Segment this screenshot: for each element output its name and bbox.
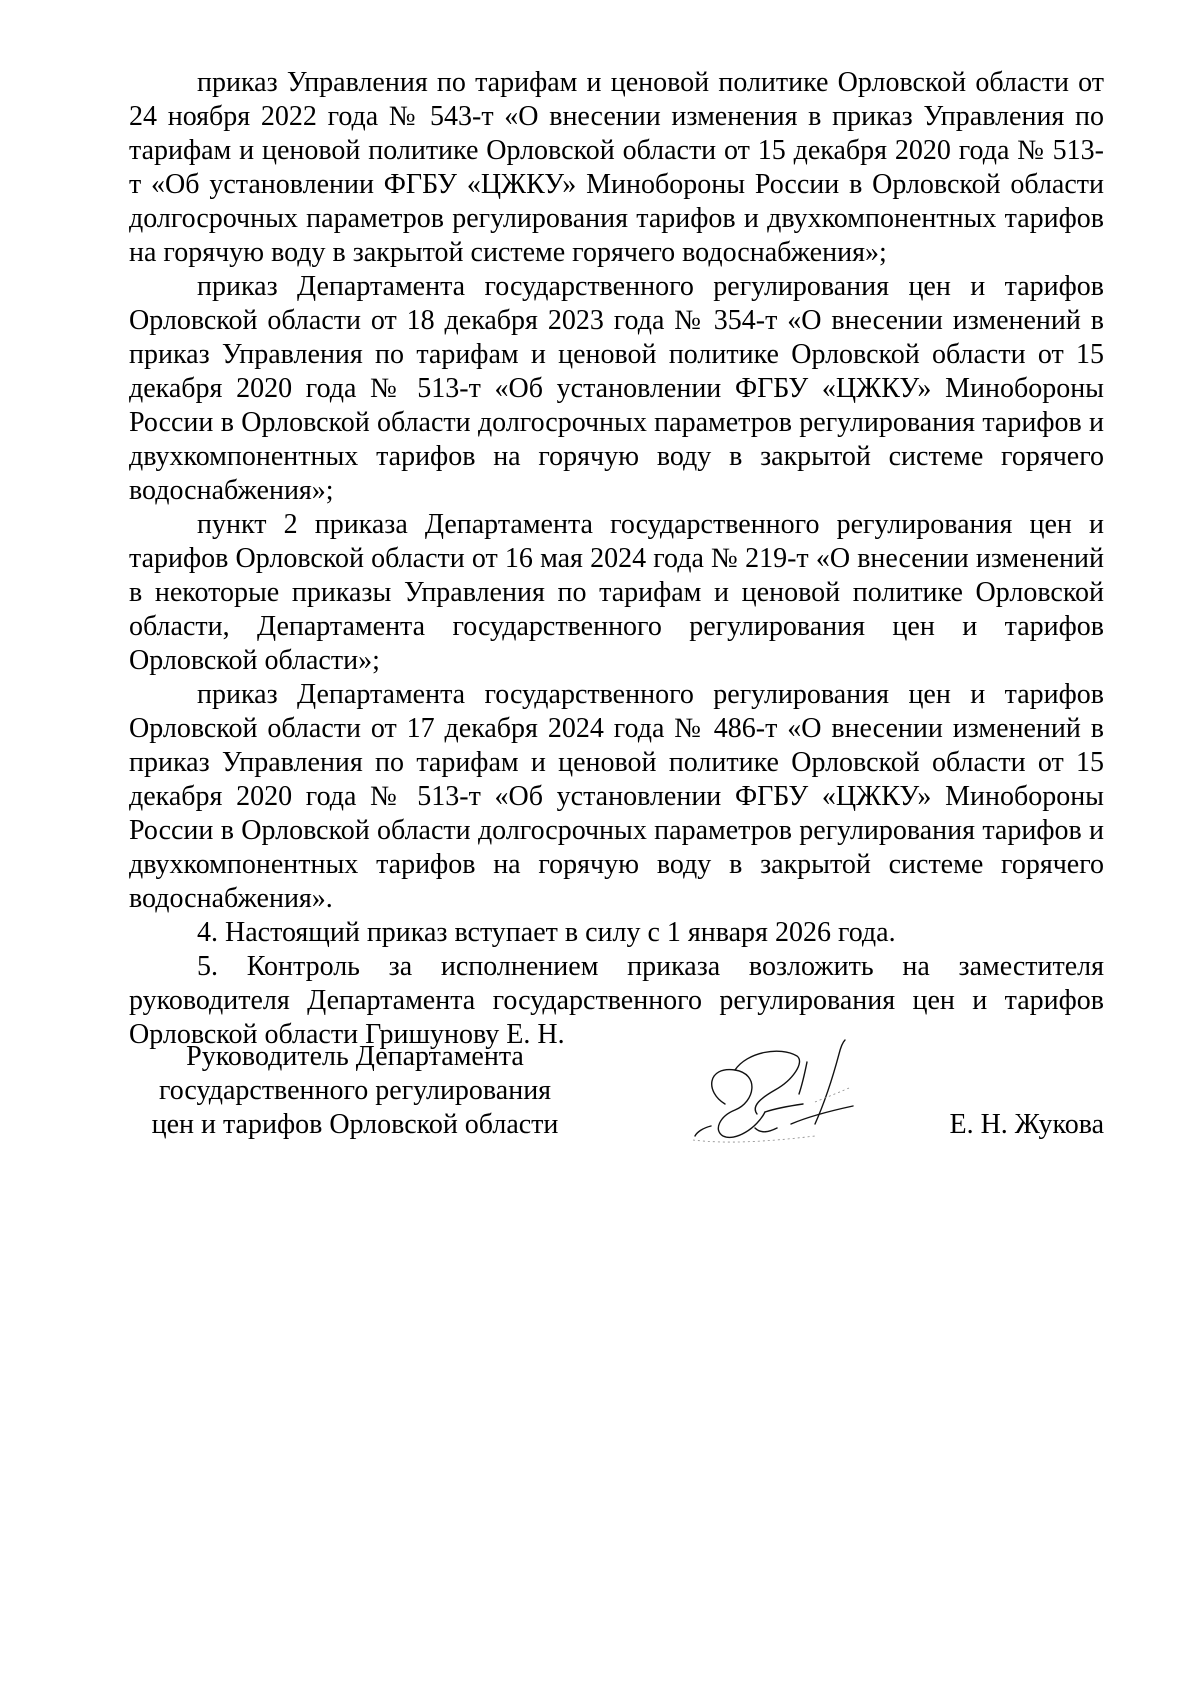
handwritten-signature-icon (665, 1032, 865, 1162)
paragraph-effective-date: 4. Настоящий приказ вступает в силу с 1 января 2026 года. (197, 917, 896, 948)
signatory-title-line: государственного регулирования (158, 1075, 552, 1106)
signature-block (0, 1040, 1200, 1180)
paragraph-order-486: приказ Департамента государственного регулирования цен и тарифов Орловской области от 17 декабря 2024 года № 486-т «О внесении изменений в приказ Управления по тарифам и ценовой политике Орловской области от 15 декабря 2020 года № 513-т «Об установлении ФГБУ «ЦЖКУ» Минобороны России в Орловской области долгосрочных параметров регулирования тарифов и двухкомпонентных тарифов на горячую воду в закрытой системе горячего водоснабжения». (129, 679, 1104, 914)
signatory-title-line: Руководитель Департамента (186, 1041, 524, 1072)
document-body (129, 66, 1104, 1052)
paragraph-order-543: приказ Управления по тарифам и ценовой политике Орловской области от 24 ноября 2022 года № 543-т «О внесении изменения в приказ Управления по тарифам и ценовой политике Орловской области от 15 декабря 2020 года № 513-т «Об установлении ФГБУ «ЦЖКУ» Минобороны России в Орловской области долгосрочных параметров регулирования тарифов и двухкомпонентных тарифов на горячую воду в закрытой системе горячего водоснабжения»; (129, 67, 1104, 268)
signatory-title (145, 1040, 565, 1142)
paragraph-order-354: приказ Департамента государственного регулирования цен и тарифов Орловской области от 18 декабря 2023 года № 354-т «О внесении изменений в приказ Управления по тарифам и ценовой политике Орловской области от 15 декабря 2020 года № 513-т «Об установлении ФГБУ «ЦЖКУ» Минобороны России в Орловской области долгосрочных параметров регулирования тарифов и двухкомпонентных тарифов на горячую воду в закрытой системе горячего водоснабжения»; (129, 271, 1104, 506)
paragraph-order-219: пункт 2 приказа Департамента государственного регулирования цен и тарифов Орловской области от 16 мая 2024 года № 219-т «О внесении изменений в некоторые приказы Управления по тарифам и ценовой политике Орловской области, Департамента государственного регулирования цен и тарифов Орловской области»; (129, 509, 1104, 676)
signatory-name: Е. Н. Жукова (949, 1109, 1104, 1140)
signatory-title-line: цен и тарифов Орловской области (151, 1109, 559, 1140)
paragraph-control: 5. Контроль за исполнением приказа возложить на заместителя руководителя Департамента государственного регулирования цен и тарифов Орловской области Гришунову Е. Н. (129, 951, 1104, 1050)
